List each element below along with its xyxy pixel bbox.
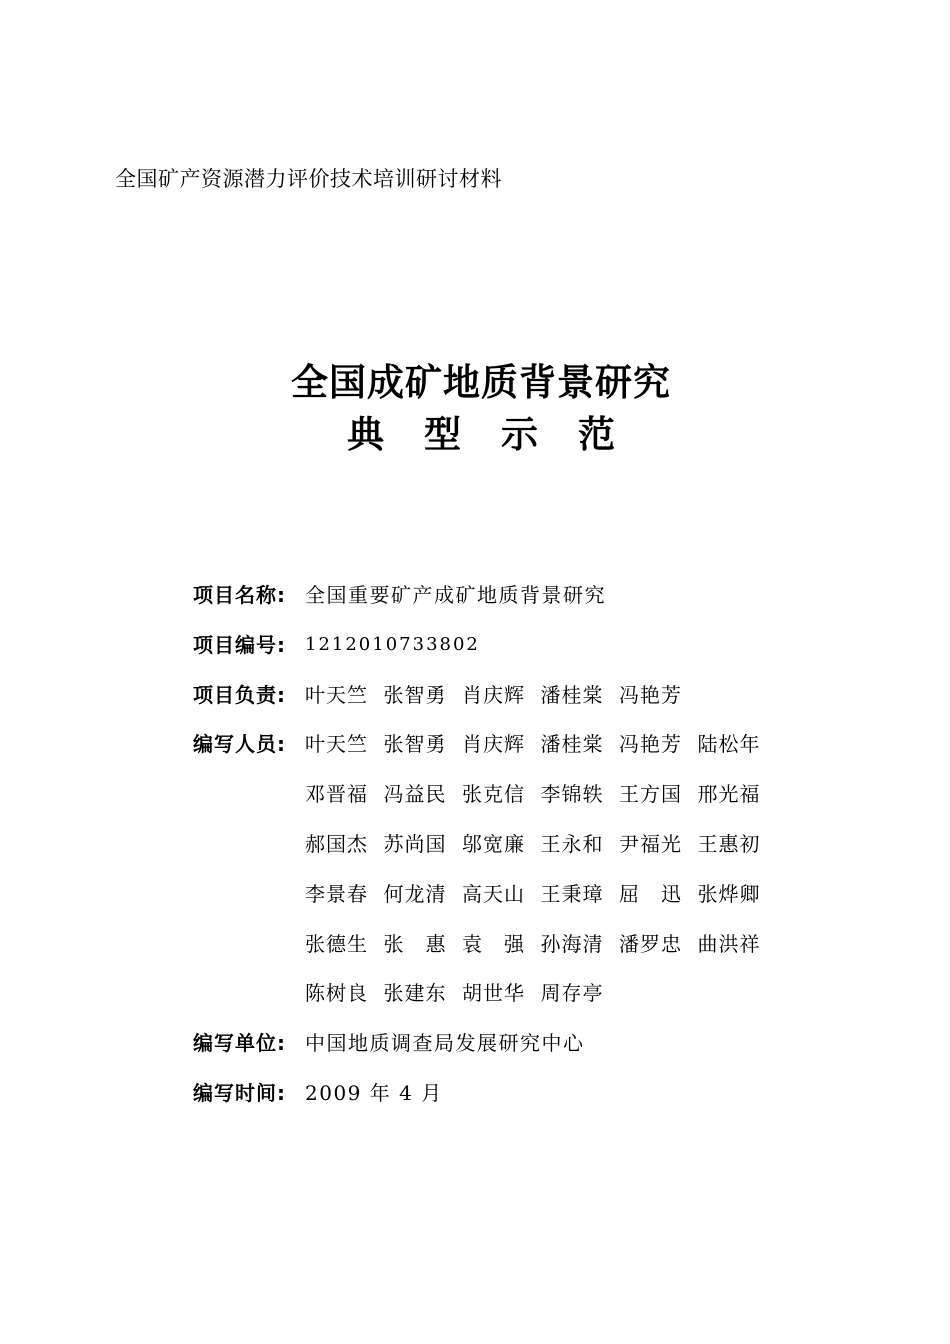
person-name: 尹福光	[619, 831, 682, 856]
document-title: 全国成矿地质背景研究	[291, 361, 671, 404]
unit-row	[193, 1028, 913, 1078]
project-lead-names	[305, 680, 698, 710]
person-name: 潘桂棠	[540, 732, 604, 757]
person-name: 张智勇	[383, 682, 447, 707]
person-name: 潘桂棠	[540, 682, 604, 707]
date-value: 2009 年 4 月	[305, 1080, 443, 1105]
person-name: 高天山	[462, 881, 525, 906]
project-number-row	[193, 630, 913, 680]
header-subtitle: 全国矿产资源潜力评价技术培训研讨材料	[115, 167, 502, 191]
person-name: 叶天竺	[305, 732, 368, 757]
project-number-value: 1212010733802	[305, 633, 480, 655]
date-row	[193, 1078, 913, 1128]
person-name: 潘罗忠	[619, 931, 682, 956]
project-number-label: 项目编号:	[193, 632, 286, 657]
authors-row	[193, 929, 913, 979]
person-name: 肖庆辉	[462, 732, 525, 757]
person-name: 李锦轶	[540, 782, 604, 807]
person-name: 李景春	[305, 881, 368, 906]
project-lead-label: 项目负责:	[193, 682, 286, 707]
person-name: 屈 迅	[619, 881, 682, 906]
person-name: 邓晋福	[305, 782, 368, 807]
person-name: 陆松年	[697, 732, 761, 757]
authors-row	[193, 829, 913, 879]
authors-label: 编写人员:	[193, 732, 286, 757]
person-name: 王惠初	[697, 831, 761, 856]
person-name: 邢光福	[697, 782, 761, 807]
person-name: 曲洪祥	[697, 931, 761, 956]
person-name: 苏尚国	[383, 831, 447, 856]
person-name: 叶天竺	[305, 682, 368, 707]
person-name: 肖庆辉	[462, 682, 525, 707]
document-subtitle	[0, 404, 950, 458]
authors-row	[193, 729, 913, 779]
authors-names-line	[305, 879, 776, 909]
person-name: 邬宽廉	[462, 831, 525, 856]
subtitle-char: 型	[424, 413, 461, 456]
authors-row	[193, 978, 913, 1028]
person-name: 张德生	[305, 931, 368, 956]
authors-names-line	[305, 829, 776, 859]
person-name: 郝国杰	[305, 831, 368, 856]
person-name: 冯艳芳	[619, 732, 682, 757]
person-name: 周存亭	[540, 981, 604, 1006]
unit-label: 编写单位:	[193, 1031, 286, 1056]
project-lead-row	[193, 680, 913, 730]
subtitle-char: 范	[578, 413, 615, 456]
authors-row	[193, 879, 913, 929]
authors-names-line	[305, 929, 776, 959]
person-name: 冯艳芳	[619, 682, 682, 707]
date-label: 编写时间:	[193, 1080, 286, 1105]
person-name: 张智勇	[383, 732, 447, 757]
person-name: 张建东	[383, 981, 447, 1006]
person-name: 王永和	[540, 831, 604, 856]
authors-row	[193, 779, 913, 829]
person-name: 胡世华	[462, 981, 525, 1006]
project-info	[193, 580, 913, 1128]
person-name: 孙海清	[540, 931, 604, 956]
authors-names-line	[305, 978, 619, 1008]
person-name: 张 惠	[383, 931, 447, 956]
unit-value: 中国地质调查局发展研究中心	[305, 1031, 585, 1056]
authors-names-line	[305, 779, 776, 809]
person-name: 张克信	[462, 782, 525, 807]
person-name: 王方国	[619, 782, 682, 807]
person-name: 冯益民	[383, 782, 447, 807]
project-name-value: 全国重要矿产成矿地质背景研究	[305, 583, 606, 607]
person-name: 张烨卿	[697, 881, 761, 906]
person-name: 王秉璋	[540, 881, 604, 906]
person-name: 袁 强	[462, 931, 525, 956]
authors-names-line	[305, 729, 776, 759]
person-name: 何龙清	[383, 881, 447, 906]
project-name-label: 项目名称:	[193, 583, 286, 607]
subtitle-char: 典	[347, 413, 384, 456]
subtitle-char: 示	[501, 413, 538, 456]
project-name-row	[193, 580, 913, 630]
person-name: 陈树良	[305, 981, 368, 1006]
